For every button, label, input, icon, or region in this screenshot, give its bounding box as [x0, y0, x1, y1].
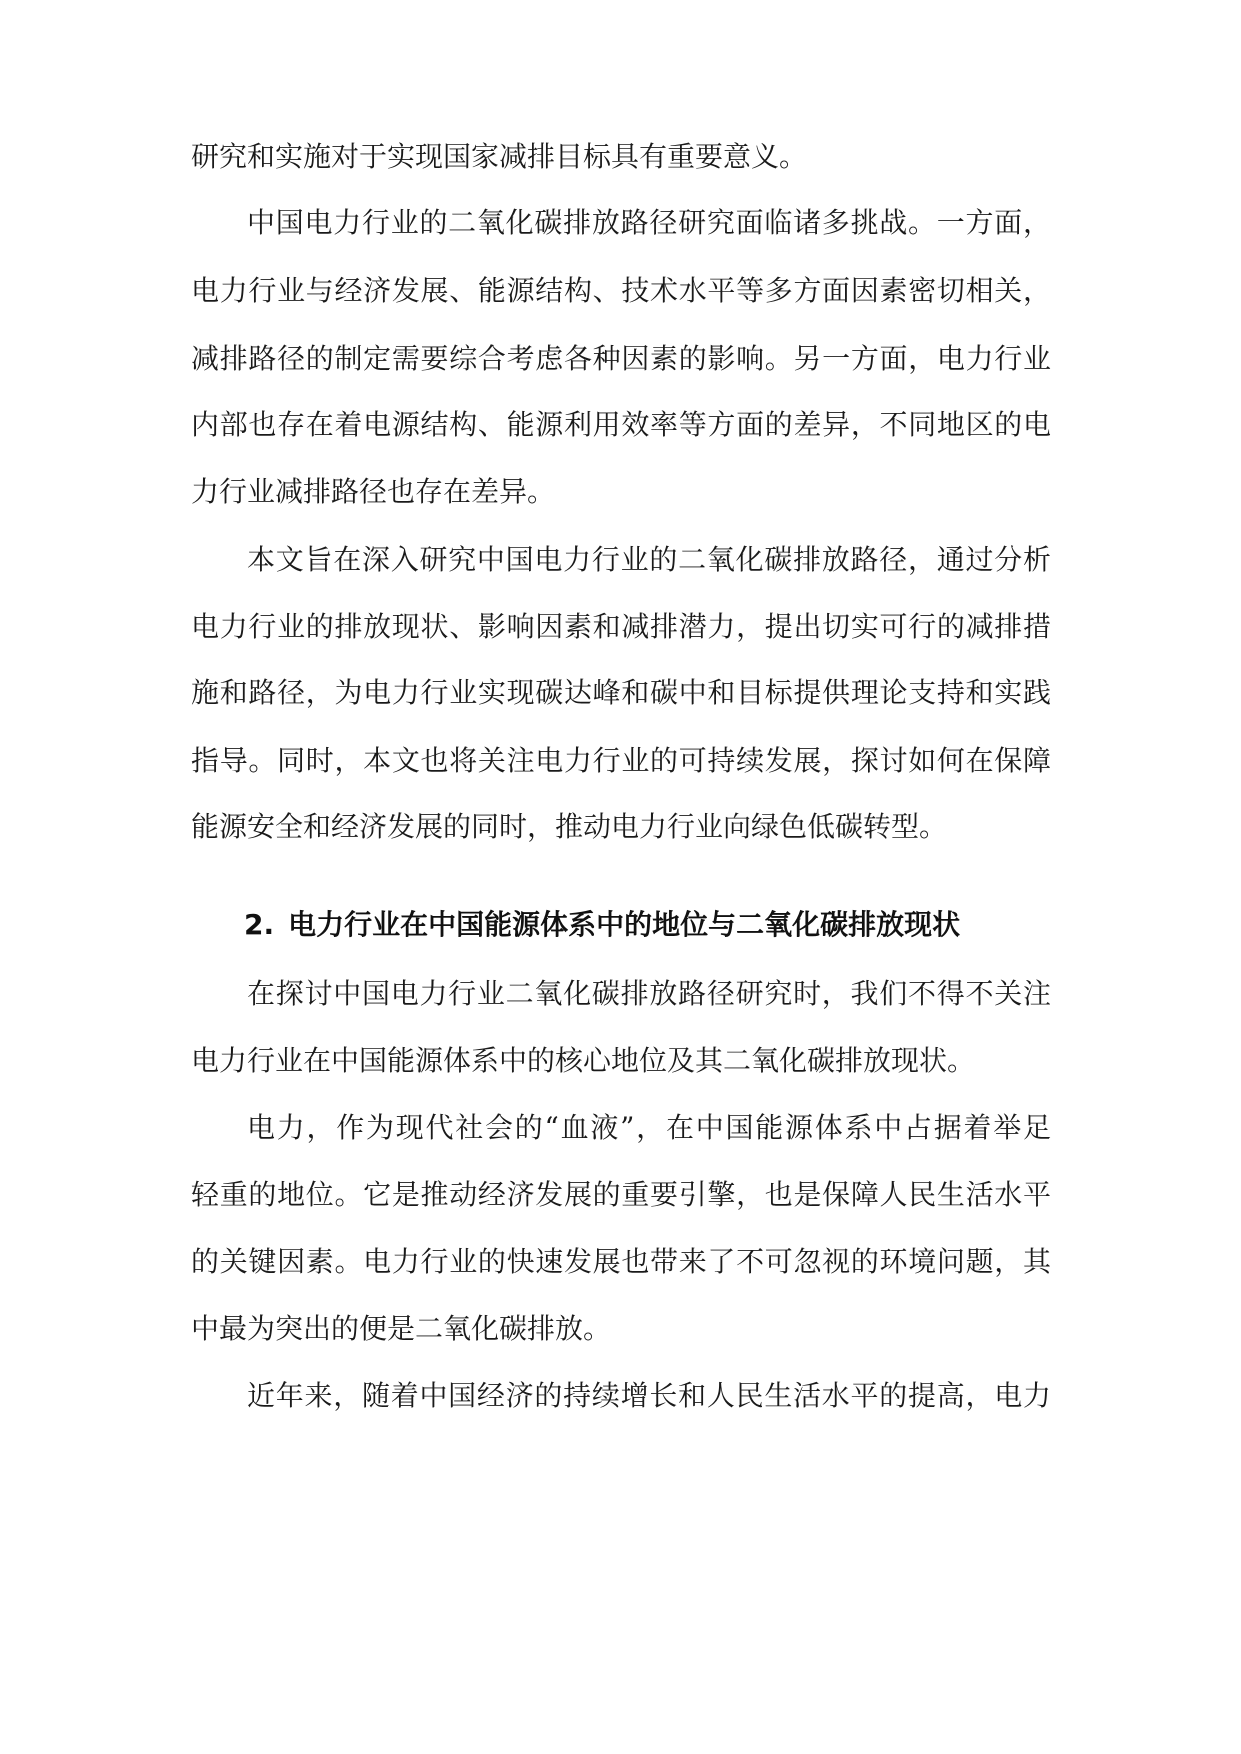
section-number: 2.	[244, 908, 275, 941]
paragraph-line: 电力行业在中国能源体系中的核心地位及其二氧化碳排放现状。	[191, 1044, 976, 1077]
paragraph-line: 中国电力行业的二氧化碳排放路径研究面临诸多挑战。一方面，	[247, 206, 1051, 239]
paragraph-line: 在探讨中国电力行业二氧化碳排放路径研究时，我们不得不关注	[247, 977, 1051, 1010]
paragraph-line: 轻重的地位。它是推动经济发展的重要引擎，也是保障人民生活水平	[191, 1178, 1051, 1211]
paragraph-line: 电力，作为现代社会的“血液”，在中国能源体系中占据着举足	[247, 1111, 1051, 1144]
section-heading	[244, 905, 1064, 945]
paragraph-line: 内部也存在着电源结构、能源利用效率等方面的差异，不同地区的电	[191, 408, 1051, 441]
paragraph-line: 电力行业的排放现状、影响因素和减排潜力，提出切实可行的减排措	[191, 610, 1051, 643]
paragraph-line: 施和路径，为电力行业实现碳达峰和碳中和目标提供理论支持和实践	[191, 676, 1051, 709]
paragraph-line: 能源安全和经济发展的同时，推动电力行业向绿色低碳转型。	[191, 810, 948, 843]
paragraph-line: 近年来，随着中国经济的持续增长和人民生活水平的提高，电力	[247, 1379, 1051, 1412]
paragraph-line: 研究和实施对于实现国家减排目标具有重要意义。	[191, 140, 808, 173]
paragraph-line: 中最为突出的便是二氧化碳排放。	[191, 1312, 612, 1345]
paragraph-line: 指导。同时，本文也将关注电力行业的可持续发展，探讨如何在保障	[191, 744, 1051, 777]
paragraph-line: 的关键因素。电力行业的快速发展也带来了不可忽视的环境问题，其	[191, 1245, 1051, 1278]
paragraph-line: 电力行业与经济发展、能源结构、技术水平等多方面因素密切相关，	[191, 274, 1051, 307]
paragraph-line: 减排路径的制定需要综合考虑各种因素的影响。另一方面，电力行业	[191, 342, 1051, 375]
section-title: 电力行业在中国能源体系中的地位与二氧化碳排放现状	[288, 908, 961, 941]
paragraph-line: 本文旨在深入研究中国电力行业的二氧化碳排放路径，通过分析	[247, 543, 1051, 576]
paragraph-line: 力行业减排路径也存在差异。	[191, 475, 556, 508]
